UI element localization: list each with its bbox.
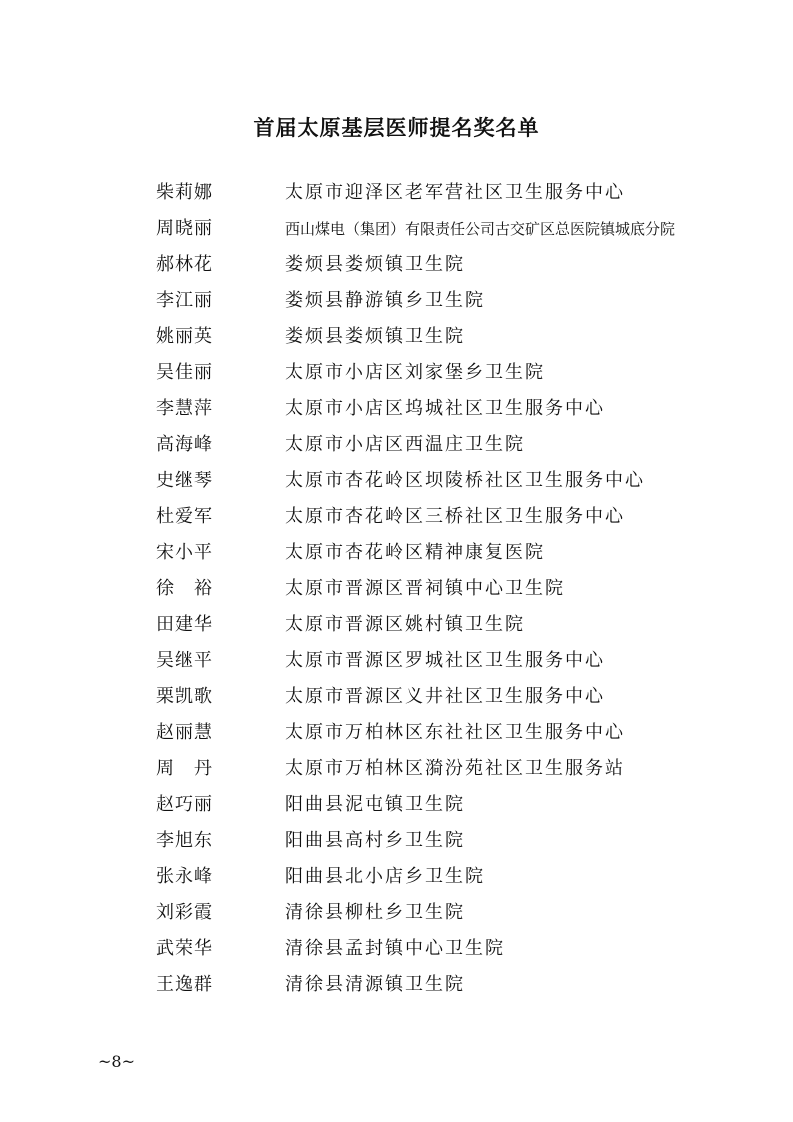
list-item <box>0 391 793 427</box>
list-item <box>0 895 793 931</box>
list-item <box>0 643 793 679</box>
nominee-unit: 太原市晋源区姚村镇卫生院 <box>285 614 525 635</box>
nominee-unit: 娄烦县静游镇乡卫生院 <box>285 290 485 311</box>
list-item <box>0 175 793 211</box>
list-item <box>0 751 793 787</box>
list-item <box>0 967 793 1003</box>
list-item <box>0 211 793 247</box>
nominee-unit: 娄烦县娄烦镇卫生院 <box>285 254 465 275</box>
nominee-unit: 太原市万柏林区漪汾苑社区卫生服务站 <box>285 758 625 779</box>
nominee-name: 高海峰 <box>156 434 213 455</box>
nominee-unit: 太原市杏花岭区三桥社区卫生服务中心 <box>285 506 625 527</box>
list-item <box>0 823 793 859</box>
nominee-name: 周 丹 <box>156 758 213 779</box>
nominee-unit: 太原市晋源区晋祠镇中心卫生院 <box>285 578 565 599</box>
list-item <box>0 499 793 535</box>
list-item <box>0 715 793 751</box>
nominee-unit: 太原市晋源区义井社区卫生服务中心 <box>285 686 605 707</box>
document-title: 首届太原基层医师提名奖名单 <box>253 115 540 140</box>
nominee-name: 赵巧丽 <box>156 794 213 815</box>
nominee-unit: 太原市迎泽区老军营社区卫生服务中心 <box>285 182 625 203</box>
nominee-unit: 太原市万柏林区东社社区卫生服务中心 <box>285 722 625 743</box>
nominee-unit: 阳曲县高村乡卫生院 <box>285 830 465 851</box>
nominee-unit: 清徐县孟封镇中心卫生院 <box>285 938 505 959</box>
list-item <box>0 283 793 319</box>
nominee-name: 李旭东 <box>156 830 213 851</box>
nominee-name: 徐 裕 <box>156 578 213 599</box>
nominee-name: 周晓丽 <box>156 218 213 239</box>
nominee-name: 史继琴 <box>156 470 213 491</box>
nominee-name: 栗凯歌 <box>156 686 213 707</box>
nominee-unit: 太原市晋源区罗城社区卫生服务中心 <box>285 650 605 671</box>
list-item <box>0 607 793 643</box>
nominee-name: 李慧萍 <box>156 398 213 419</box>
list-item <box>0 319 793 355</box>
list-item <box>0 571 793 607</box>
list-item <box>0 427 793 463</box>
page-number: ~8~ <box>98 1052 135 1071</box>
nominee-unit: 阳曲县泥屯镇卫生院 <box>285 794 465 815</box>
list-item <box>0 679 793 715</box>
nominee-name: 李江丽 <box>156 290 213 311</box>
nominee-name: 柴莉娜 <box>156 182 213 203</box>
nominee-name: 吴继平 <box>156 650 213 671</box>
nominee-unit: 太原市小店区刘家堡乡卫生院 <box>285 362 545 383</box>
nominee-unit: 太原市杏花岭区精神康复医院 <box>285 542 545 563</box>
list-item <box>0 355 793 391</box>
nominee-unit: 清徐县清源镇卫生院 <box>285 974 465 995</box>
list-item <box>0 463 793 499</box>
nominee-name: 赵丽慧 <box>156 722 213 743</box>
list-item <box>0 535 793 571</box>
nominee-unit: 娄烦县娄烦镇卫生院 <box>285 326 465 347</box>
nominee-name: 吴佳丽 <box>156 362 213 383</box>
nominee-unit: 太原市小店区西温庄卫生院 <box>285 434 525 455</box>
list-item <box>0 247 793 283</box>
nominee-name: 田建华 <box>156 614 213 635</box>
nominee-unit: 清徐县柳杜乡卫生院 <box>285 902 465 923</box>
nominee-unit: 太原市杏花岭区坝陵桥社区卫生服务中心 <box>285 470 645 491</box>
nominee-unit: 阳曲县北小店乡卫生院 <box>285 866 485 887</box>
nominee-unit: 西山煤电（集团）有限责任公司古交矿区总医院镇城底分院 <box>285 220 676 238</box>
nominee-unit: 太原市小店区坞城社区卫生服务中心 <box>285 398 605 419</box>
nominee-list <box>0 175 793 1003</box>
nominee-name: 宋小平 <box>156 542 213 563</box>
nominee-name: 姚丽英 <box>156 326 213 347</box>
list-item <box>0 931 793 967</box>
nominee-name: 刘彩霞 <box>156 902 213 923</box>
list-item <box>0 787 793 823</box>
nominee-name: 杜爱军 <box>156 506 213 527</box>
nominee-name: 王逸群 <box>156 974 213 995</box>
nominee-name: 武荣华 <box>156 938 213 959</box>
nominee-name: 郝林花 <box>156 254 213 275</box>
nominee-name: 张永峰 <box>156 866 213 887</box>
list-item <box>0 859 793 895</box>
